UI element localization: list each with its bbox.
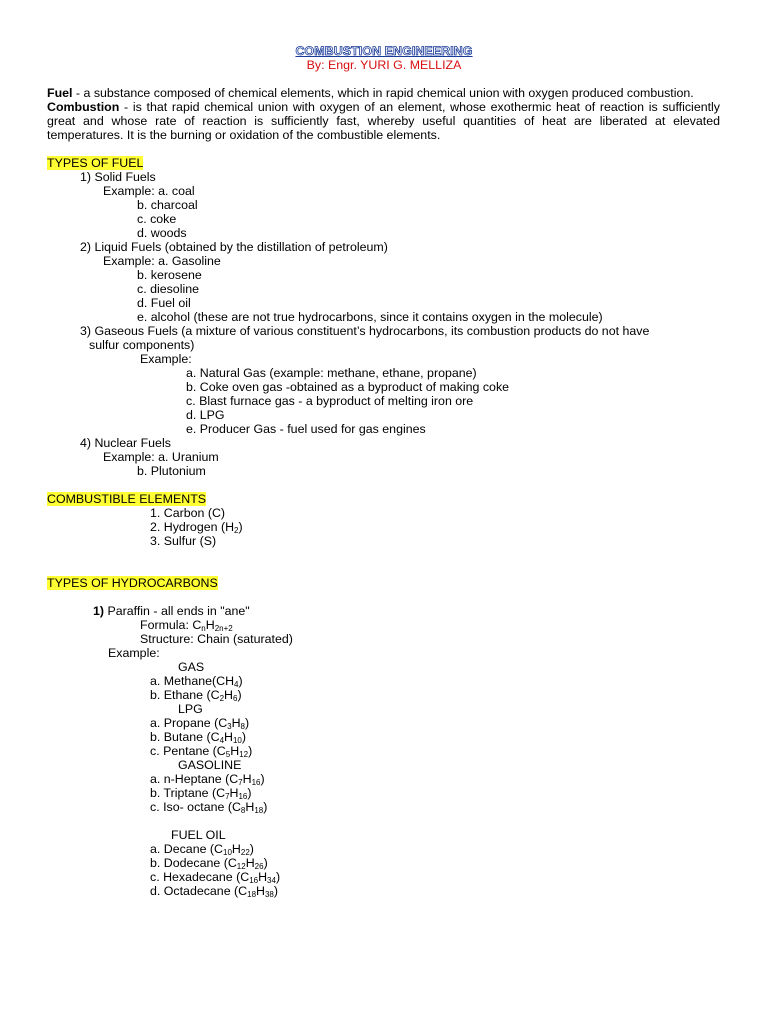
propane-text: ) [245, 716, 250, 730]
paraffin-number: 1) [93, 604, 105, 618]
gasoline-subheading: GASOLINE [178, 758, 242, 772]
formula-h-subscript: 2n+2 [214, 624, 233, 633]
hydrogen-close: ) [238, 520, 243, 534]
decane-subscript: 10 [223, 848, 232, 857]
hexadecane-subscript: 16 [249, 876, 259, 885]
types-of-fuel-heading [47, 156, 143, 170]
liquid-fuels: 2) Liquid Fuels (obtained by the distillation of petroleum) [80, 240, 388, 254]
pentane-item [150, 744, 252, 758]
gaseous-fuels: 3) Gaseous Fuels (a mixture of various constituent’s hydrocarbons, its combustion products do not have [80, 324, 650, 338]
nheptane-text: a. n-Heptane (C [150, 772, 239, 786]
butane-text: b. Butane (C [150, 730, 220, 744]
dodecane-item [150, 856, 268, 870]
hexadecane-subscript: 34 [267, 876, 276, 885]
nuclear-fuels-example-b: b. Plutonium [137, 464, 206, 478]
combustion-definition [47, 100, 720, 142]
triptane-subscript: 16 [238, 792, 248, 801]
butane-text: H [224, 730, 233, 744]
methane-text: a. Methane(CH [150, 674, 235, 688]
nuclear-fuels-example-a: Example: a. Uranium [103, 450, 219, 464]
ethane-subscript: 2 [219, 694, 225, 703]
methane-item [150, 674, 243, 688]
hydrogen-text: 2. Hydrogen (H [150, 520, 235, 534]
octadecane-subscript: 18 [247, 890, 257, 899]
liquid-fuels-example-b: b. kerosene [137, 268, 202, 282]
formula-n-subscript: n [201, 624, 206, 633]
liquid-fuels-example-d: d. Fuel oil [137, 296, 191, 310]
gaseous-fuels-example-b: b. Coke oven gas -obtained as a byproduct of making coke [186, 380, 510, 394]
gaseous-fuels-continued: sulfur components) [89, 338, 195, 352]
solid-fuels-example-d: d. woods [137, 226, 187, 240]
combustible-elements-heading [47, 492, 206, 506]
dodecane-subscript: 26 [254, 862, 264, 871]
solid-fuels: 1) Solid Fuels [80, 170, 156, 184]
triptane-text: H [229, 786, 239, 800]
isooctane-text: c. Iso- octane (C [150, 800, 241, 814]
decane-item [150, 842, 254, 856]
combustion-term: Combustion [47, 100, 120, 114]
dodecane-text: ) [263, 856, 268, 870]
decane-subscript: 22 [240, 848, 250, 857]
butane-subscript: 10 [232, 736, 242, 745]
octadecane-text: H [256, 884, 265, 898]
types-of-fuel-heading-text: TYPES OF FUEL [47, 156, 144, 170]
solid-fuels-example-c: c. coke [137, 212, 177, 226]
liquid-fuels-example-c: c. diesoline [137, 282, 199, 296]
element-carbon: 1. Carbon (C) [150, 506, 226, 520]
nuclear-fuels: 4) Nuclear Fuels [80, 436, 171, 450]
fuel-definition-text: - a substance composed of chemical elements, which in rapid chemical union with oxygen produced combustion. [72, 86, 694, 100]
hexadecane-text: ) [275, 870, 281, 884]
hexadecane-text: H [258, 870, 268, 884]
dodecane-text: b. Dodecane (C [150, 856, 237, 870]
solid-fuels-example-b: b. charcoal [137, 198, 198, 212]
methane-subscript: 4 [234, 680, 239, 689]
gaseous-fuels-example-c: c. Blast furnace gas - a byproduct of melting iron ore [186, 394, 474, 408]
hexadecane-text: c. Hexadecane (C [150, 870, 250, 884]
dodecane-subscript: 12 [236, 862, 246, 871]
hydrogen-subscript: 2 [234, 526, 239, 535]
propane-subscript: 8 [240, 722, 245, 731]
ethane-text: ) [237, 688, 242, 702]
butane-item [150, 730, 246, 744]
ethane-text: H [224, 688, 233, 702]
gaseous-fuels-example-d: d. LPG [186, 408, 225, 422]
isooctane-text: H [245, 800, 255, 814]
fuel-term: Fuel [47, 86, 73, 100]
triptane-item [150, 786, 252, 800]
ethane-text: b. Ethane (C [150, 688, 220, 702]
decane-text: a. Decane (C [150, 842, 224, 856]
fuel-oil-subheading: FUEL OIL [171, 828, 226, 842]
element-hydrogen [150, 520, 243, 534]
gas-subheading: GAS [178, 660, 205, 674]
combustible-elements-heading-text: COMBUSTIBLE ELEMENTS [47, 492, 207, 506]
butane-text: ) [241, 730, 247, 744]
hexadecane-item [150, 870, 280, 884]
paraffin-example-label: Example: [108, 646, 160, 660]
octadecane-text: d. Octadecane (C [150, 884, 248, 898]
liquid-fuels-example-e: e. alcohol (these are not true hydrocarbons, since it contains oxygen in the molecule) [137, 310, 603, 324]
butane-subscript: 4 [219, 736, 225, 745]
ethane-item [150, 688, 242, 702]
pentane-text: c. Pentane (C [150, 744, 226, 758]
combustion-definition-text: - is that rapid chemical union with oxygen of an element, whose exothermic heat of reaction is sufficiently great and whose rate of reaction is sufficiently fast, whereby useful quantities of heat are liberated at elevated temperatures. It is the burning or oxidation of the combustible elements. [47, 100, 720, 142]
formula-h: H [205, 618, 215, 632]
decane-text: ) [249, 842, 254, 856]
pentane-text: ) [248, 744, 253, 758]
octadecane-text: ) [273, 884, 279, 898]
nheptane-text: ) [260, 772, 265, 786]
octadecane-item [150, 884, 278, 898]
ethane-subscript: 6 [232, 694, 238, 703]
hydrocarbons-heading-text: TYPES OF HYDROCARBONS [47, 576, 218, 590]
triptane-subscript: 7 [225, 792, 230, 801]
propane-subscript: 3 [227, 722, 232, 731]
pentane-text: H [230, 744, 240, 758]
pentane-subscript: 5 [225, 750, 231, 759]
decane-text: H [231, 842, 241, 856]
hydrocarbons-heading [47, 576, 218, 590]
propane-text: H [231, 716, 241, 730]
paraffin-line [93, 604, 250, 618]
octadecane-subscript: 38 [264, 890, 274, 899]
isooctane-subscript: 8 [240, 806, 246, 815]
iso-octane-item [150, 800, 267, 814]
pentane-subscript: 12 [239, 750, 249, 759]
paraffin-structure: Structure: Chain (saturated) [140, 632, 293, 646]
element-sulfur: 3. Sulfur (S) [150, 534, 217, 548]
author-byline: By: Engr. YURI G. MELLIZA [306, 58, 462, 72]
triptane-text: ) [247, 786, 252, 800]
methane-text: ) [238, 674, 243, 688]
triptane-text: b. Triptane (C [150, 786, 226, 800]
propane-item [150, 716, 249, 730]
nheptane-text: H [242, 772, 252, 786]
isooctane-subscript: 18 [254, 806, 264, 815]
paraffin-text: Paraffin - all ends in "ane" [104, 604, 250, 618]
gaseous-fuels-example-e: e. Producer Gas - fuel used for gas engines [186, 422, 426, 436]
n-heptane-item [150, 772, 265, 786]
formula-label: Formula: C [140, 618, 202, 632]
liquid-fuels-example-a: Example: a. Gasoline [103, 254, 221, 268]
nheptane-subscript: 7 [238, 778, 243, 787]
gaseous-fuels-example-a: a. Natural Gas (example: methane, ethane, propane) [186, 366, 477, 380]
paraffin-formula [140, 618, 233, 632]
solid-fuels-example-a: Example: a. coal [103, 184, 195, 198]
propane-text: a. Propane (C [150, 716, 228, 730]
gaseous-fuels-example-label: Example: [140, 352, 192, 366]
lpg-subheading: LPG [178, 702, 203, 716]
document-title: COMBUSTION ENGINEERING [295, 44, 473, 58]
dodecane-text: H [245, 856, 255, 870]
isooctane-text: ) [263, 800, 268, 814]
nheptane-subscript: 16 [251, 778, 261, 787]
fuel-definition [47, 86, 720, 100]
